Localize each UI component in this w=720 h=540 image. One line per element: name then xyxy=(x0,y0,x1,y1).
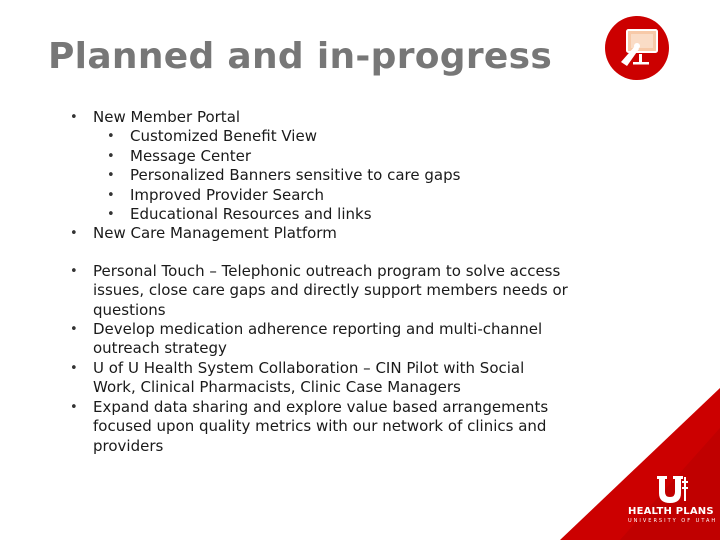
list-item: • Improved Provider Search xyxy=(107,186,570,205)
list-item: • Expand data sharing and explore value based arrangements focused upon quality metrics with our network of clinics and providers xyxy=(70,398,570,456)
university-u-logo-icon xyxy=(655,474,691,506)
list-item: • Message Center xyxy=(107,147,570,166)
list-item xyxy=(70,108,570,224)
slide-body xyxy=(70,108,570,456)
presentation-board-icon xyxy=(605,16,669,80)
logo-name: HEALTH PLANS xyxy=(628,506,714,517)
health-plans-logo xyxy=(620,474,720,540)
list-item: • Develop medication adherence reporting and multi-channel outreach strategy xyxy=(70,320,570,359)
bullet-list-portal xyxy=(70,108,570,244)
list-item: • New Care Management Platform xyxy=(70,224,570,243)
list-item-label: New Member Portal xyxy=(93,108,241,126)
bullet-list-initiatives xyxy=(70,262,570,456)
logo-subtitle: UNIVERSITY OF UTAH xyxy=(628,518,718,524)
list-item: • Personal Touch – Telephonic outreach program to solve access issues, close care gaps and directly support members needs or questions xyxy=(70,262,570,320)
slide-title: Planned and in-progress xyxy=(48,36,553,77)
list-item: • Personalized Banners sensitive to care gaps xyxy=(107,166,570,185)
sub-bullet-list xyxy=(107,127,570,224)
list-item: • Customized Benefit View xyxy=(107,127,570,146)
list-item: • Educational Resources and links xyxy=(107,205,570,224)
list-item: • U of U Health System Collaboration – CIN Pilot with Social Work, Clinical Pharmacists, Clinic Case Managers xyxy=(70,359,570,398)
